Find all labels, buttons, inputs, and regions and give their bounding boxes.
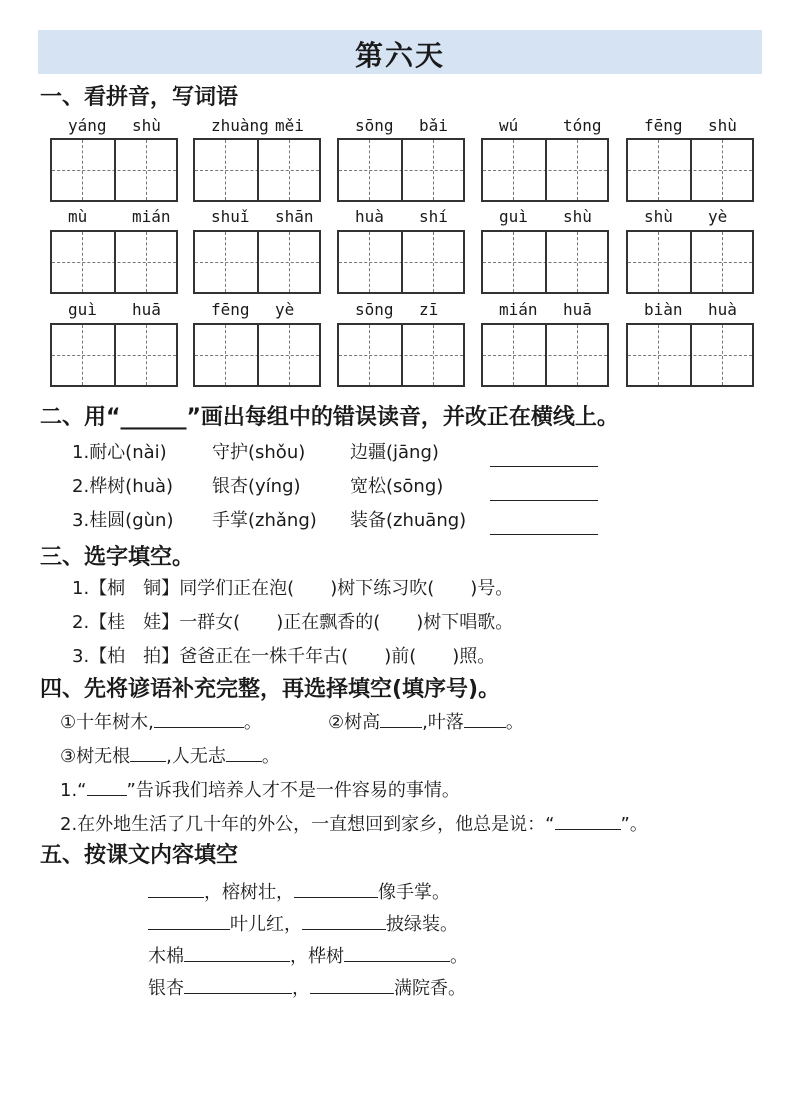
poem-1-blank-b[interactable]: [294, 879, 378, 898]
writing-grid-box[interactable]: [626, 230, 754, 294]
section-5-heading: 五、按课文内容填空: [40, 843, 239, 868]
q4-line-2: 2.在外地生活了几十年的外公，一直想回到家乡，他总是说：“ ”。: [60, 810, 648, 836]
pinyin-label: shù: [132, 116, 161, 135]
section-1-heading: 一、看拼音，写词语: [40, 85, 239, 110]
pinyin-label: mù: [68, 207, 88, 226]
proverb-2-blank-b[interactable]: [464, 709, 506, 728]
q2-row-3-c: 装备(zhuāng): [350, 510, 467, 531]
q2-row-2: 2.桦树(huà): [72, 476, 174, 497]
writing-grid-box[interactable]: [626, 138, 754, 202]
pinyin-label: sōng: [355, 300, 394, 319]
q3-row-2: 2.【桂 娃】一群女( )正在飘香的( )树下唱歌。: [72, 612, 514, 633]
pinyin-label: huā: [132, 300, 161, 319]
poem-3-blank-b[interactable]: [344, 943, 450, 962]
page-title: 第六天: [354, 39, 445, 72]
proverb-3-blank-a[interactable]: [130, 743, 166, 762]
q2-row-1: 1.耐心(nài): [72, 442, 167, 463]
pinyin-label: huà: [355, 207, 384, 226]
pinyin-label: shù: [563, 207, 592, 226]
q2-answer-line-3[interactable]: [490, 516, 598, 535]
pinyin-label: huā: [563, 300, 592, 319]
q4-line-2-blank[interactable]: [555, 811, 621, 830]
writing-grid-box[interactable]: [193, 138, 321, 202]
q2-row-1-c: 边疆(jāng): [350, 442, 439, 463]
pinyin-label: yè: [275, 300, 295, 319]
pinyin-label: tóng: [563, 116, 602, 135]
q3-row-1: 1.【桐 铜】同学们正在泡( )树下练习吹( )号。: [72, 578, 514, 599]
pinyin-label: wú: [499, 116, 519, 135]
section-3-heading: 三、选字填空。: [40, 545, 195, 570]
pinyin-label: shù: [708, 116, 737, 135]
pinyin-label: mián: [132, 207, 171, 226]
q4-line-1-blank[interactable]: [87, 777, 127, 796]
writing-grid-box[interactable]: [50, 230, 178, 294]
pinyin-label: guì: [68, 300, 97, 319]
pinyin-label: mián: [499, 300, 538, 319]
writing-grid-box[interactable]: [481, 230, 609, 294]
q2-row-3: 3.桂圆(gùn): [72, 510, 174, 531]
poem-2-blank-b[interactable]: [302, 911, 386, 930]
writing-grid-box[interactable]: [337, 230, 465, 294]
poem-2-blank-a[interactable]: [148, 911, 230, 930]
q4-line-1: 1.“ ”告诉我们培养人才不是一件容易的事情。: [60, 776, 460, 802]
pinyin-label: shuǐ: [211, 207, 250, 226]
pinyin-label: fēng: [644, 116, 683, 135]
q2-row-2-b: 银杏(yíng): [212, 476, 301, 497]
q2-row-2-c: 宽松(sōng): [350, 476, 444, 497]
writing-grid-box[interactable]: [337, 323, 465, 387]
pinyin-label: sōng: [355, 116, 394, 135]
proverb-3-blank-b[interactable]: [226, 743, 262, 762]
writing-grid-box[interactable]: [481, 138, 609, 202]
proverb-2-blank-a[interactable]: [380, 709, 422, 728]
writing-grid-box[interactable]: [50, 323, 178, 387]
writing-grid-box[interactable]: [193, 323, 321, 387]
poem-line-4: 银杏 ， 满院香。: [148, 974, 466, 1000]
writing-grid-box[interactable]: [481, 323, 609, 387]
proverb-1: ①十年树木, 。: [60, 708, 262, 734]
pinyin-label: zī: [419, 300, 439, 319]
pinyin-label: shí: [419, 207, 448, 226]
writing-grid-box[interactable]: [626, 323, 754, 387]
poem-line-3: 木棉 ，桦树 。: [148, 942, 468, 968]
writing-grid-box[interactable]: [337, 138, 465, 202]
poem-line-1: ，榕树壮， 像手掌。: [148, 878, 450, 904]
proverb-1-blank[interactable]: [154, 709, 244, 728]
writing-grid-box[interactable]: [50, 138, 178, 202]
pinyin-label: biàn: [644, 300, 683, 319]
section-2-heading: 二、用“______”画出每组中的错误读音，并改正在横线上。: [40, 405, 619, 430]
pinyin-label: guì: [499, 207, 528, 226]
q2-answer-line-1[interactable]: [490, 448, 598, 467]
pinyin-label: fēng: [211, 300, 250, 319]
q2-answer-line-2[interactable]: [490, 482, 598, 501]
pinyin-label: zhuàng: [211, 116, 269, 135]
pinyin-label: měi: [275, 116, 304, 135]
poem-4-blank-b[interactable]: [310, 975, 394, 994]
poem-1-blank-a[interactable]: [148, 879, 204, 898]
pinyin-label: shān: [275, 207, 314, 226]
q2-row-3-b: 手掌(zhǎng): [212, 510, 317, 531]
pinyin-label: yáng: [68, 116, 107, 135]
poem-3-blank-a[interactable]: [184, 943, 290, 962]
proverb-3: ③树无根 ,人无志 。: [60, 742, 280, 768]
q2-row-1-b: 守护(shǒu): [212, 442, 306, 463]
pinyin-label: shù: [644, 207, 673, 226]
pinyin-label: yè: [708, 207, 728, 226]
proverb-2: ②树高 ,叶落 。: [328, 708, 524, 734]
pinyin-label: bǎi: [419, 116, 448, 135]
writing-grid-box[interactable]: [193, 230, 321, 294]
poem-4-blank-a[interactable]: [184, 975, 292, 994]
q3-row-3: 3.【柏 拍】爸爸正在一株千年古( )前( )照。: [72, 646, 496, 667]
pinyin-label: huà: [708, 300, 737, 319]
poem-line-2: 叶儿红， 披绿装。: [148, 910, 458, 936]
section-4-heading: 四、先将谚语补充完整，再选择填空(填序号)。: [40, 677, 501, 702]
